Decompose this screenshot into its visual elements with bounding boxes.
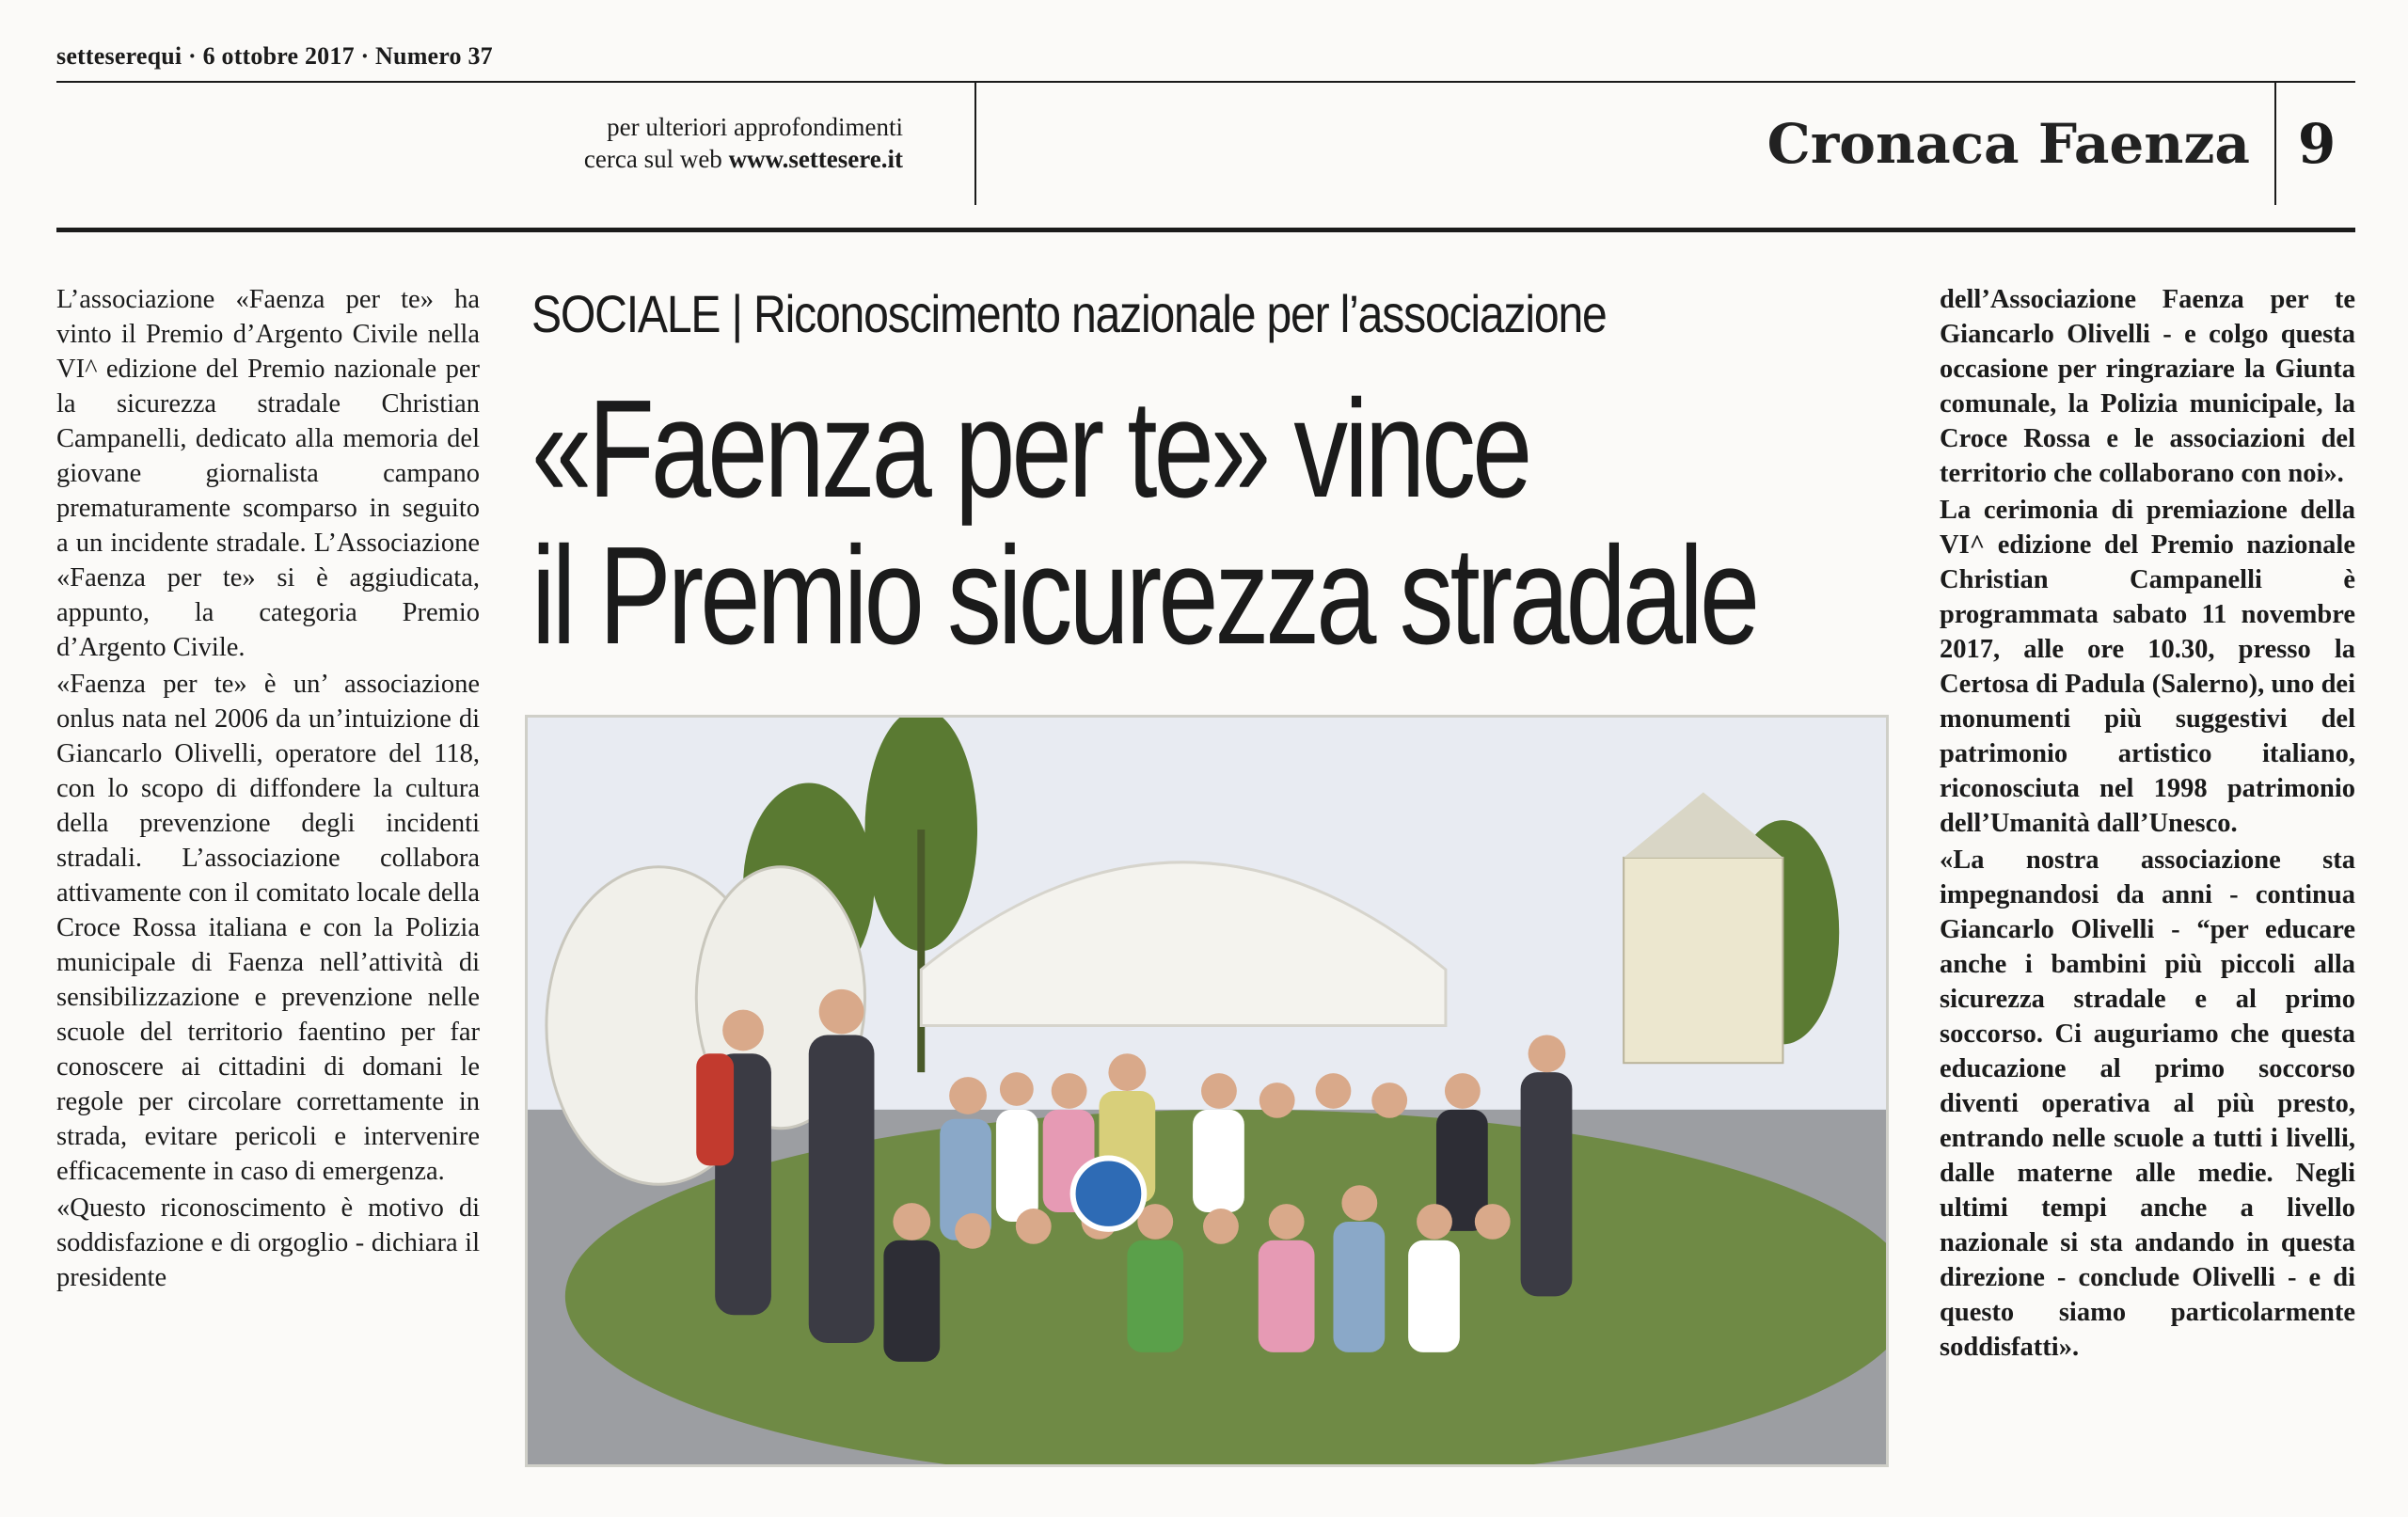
right-paragraph-3: «La nostra associazione sta impegnandosi da anni - continua Giancarlo Olivelli - “per educare anche i bambini più piccoli alla sicurezza stradale e al primo soccorso. Ci auguriamo che questa educazione al primo soccorso diventi operativa al più presto, entrando nelle scuole a tutti i livelli, dalle materne alle medie. Negli ultimi tempi anche a livello nazionale si sta andando in questa direzione - conclude Olivelli - e di questo siamo particolarmente soddisfatti». bbox=[1940, 845, 2355, 1362]
web-hint-divider bbox=[974, 83, 976, 205]
masthead-bottom-rule bbox=[56, 228, 2355, 232]
right-paragraph-2: La cerimonia di premiazione della VI^ edizione del Premio nazionale Christian Campanelli è programmata sabato 11 novembre 2017, alle ore 10.30, presso la Certosa di Padula (Salerno), uno dei monumenti più suggestivi del patrimonio artistico italiano, riconosciuta nel 1998 patrimonio dell’Umanità dall’Unesco. bbox=[1940, 496, 2355, 838]
photo-road-sign bbox=[1073, 1158, 1145, 1228]
article-photo bbox=[525, 715, 1889, 1467]
headline-line-2: il Premio sicurezza stradale bbox=[531, 518, 1757, 673]
page-number-divider bbox=[2274, 83, 2276, 205]
group-photo-illustration bbox=[528, 718, 1886, 1464]
web-hint-line1: per ulteriori approfondimenti bbox=[607, 113, 903, 141]
left-paragraph-2: «Faenza per te» è un’ associazione onlus nata nel 2006 da un’intuizione di Giancarlo Olivelli, operatore del 118, con lo scopo di diffondere la cultura della prevenzione degli incidenti stradali. L’associazione collabora attivamente con il comitato locale della Croce Rossa italiana e con la Polizia municipale di Faenza nell’attività di sensibilizzazione e prevenzione nelle scuole del territorio faentino per far conoscere ai cittadini di domani le regole per circolare correttamente in strada, evitare pericoli e intervenire efficacemente in caso di emergenza. bbox=[56, 670, 480, 1186]
web-hint-prefix: cerca sul web bbox=[583, 145, 729, 173]
issue-line: setteserequi · 6 ottobre 2017 · Numero 37 bbox=[56, 42, 493, 70]
article-kicker: SOCIALE | Riconoscimento nazionale per l’associazione bbox=[531, 284, 1607, 343]
left-paragraph-1: L’associazione «Faenza per te» ha vinto il Premio d’Argento Civile nella VI^ edizione del Premio nazionale per la sicurezza stradale Christian Campanelli, dedicato alla memoria del giovane giornalista campano prematuramente scomparso in seguito a un incidente stradale. L’Associazione «Faenza per te» si è aggiudicata, appunto, la categoria Premio d’Argento Civile. bbox=[56, 285, 480, 662]
photo-building bbox=[1624, 858, 1782, 1063]
headline-line-1: «Faenza per te» vince bbox=[531, 371, 1529, 527]
masthead-top-rule bbox=[56, 81, 2355, 83]
web-hint bbox=[584, 111, 903, 175]
page-number: 9 bbox=[2297, 112, 2337, 176]
right-paragraph-1: dell’Associazione Faenza per te Giancarlo Olivelli - e colgo questa occasione per ringraziare la Giunta comunale, la Polizia municipale, la Croce Rossa e le associazioni del territorio che collaborano con noi». bbox=[1940, 285, 2355, 488]
web-hint-line2 bbox=[584, 143, 903, 175]
article-left-column bbox=[56, 282, 480, 1297]
article-right-column bbox=[1940, 282, 2355, 1367]
web-hint-url[interactable]: www.settesere.it bbox=[728, 145, 903, 173]
section-title: Cronaca Faenza bbox=[1766, 112, 2250, 176]
article-headline bbox=[531, 371, 1757, 673]
left-paragraph-3: «Questo riconoscimento è motivo di soddisfazione e di orgoglio - dichiara il presidente bbox=[56, 1193, 480, 1292]
